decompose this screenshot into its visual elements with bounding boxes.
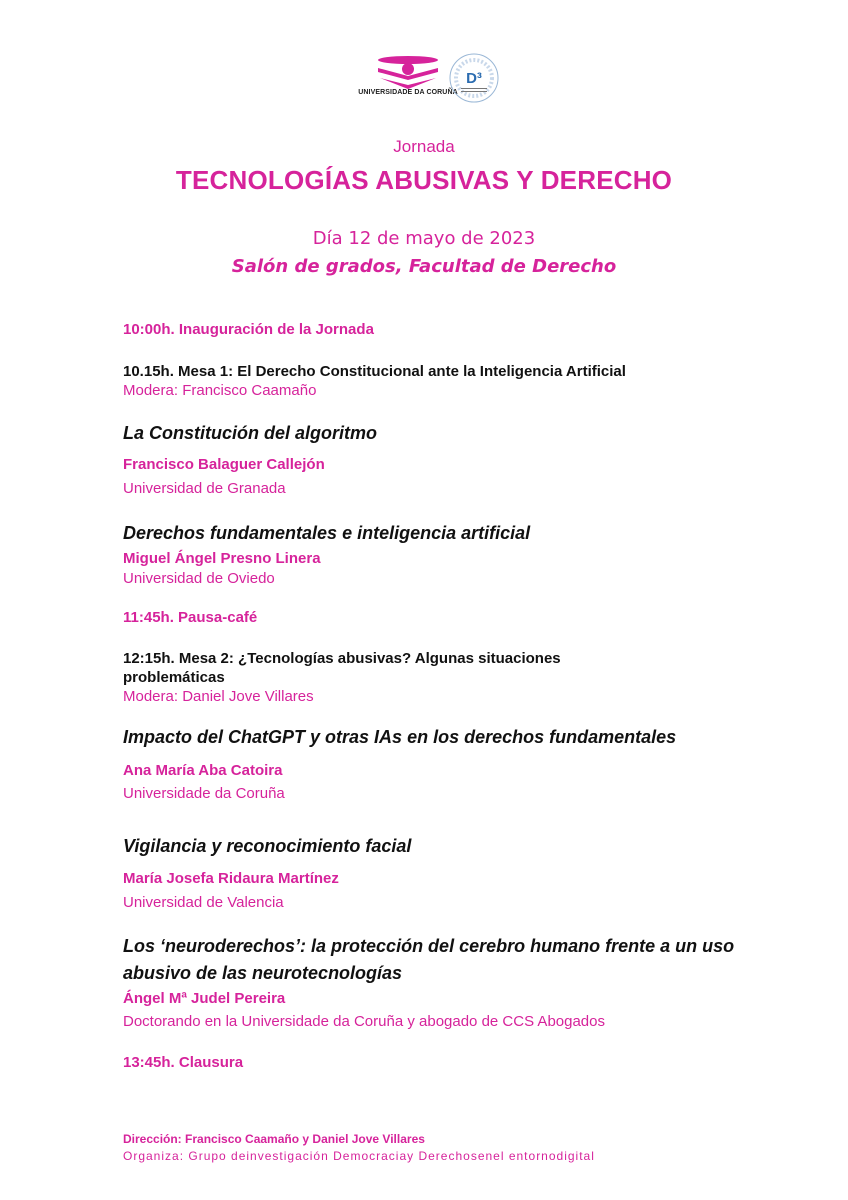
talk-title: Los ‘neuroderechos’: la protección del cerebro humano frente a un uso abusivo de las neurotecnologías [123, 936, 735, 983]
footer-organizer: Organiza: Grupo deinvestigación Democraciay Derechosenel entornodigital [123, 1149, 595, 1163]
talk-affiliation: Universidad de Oviedo [123, 570, 275, 587]
talk-affiliation: Doctorando en la Universidade da Coruña y abogado de CCS Abogados [123, 1013, 605, 1030]
footer-direction: Dirección: Francisco Caamaño y Daniel Jove Villares [123, 1132, 425, 1146]
opening-session: 10:00h. Inauguración de la Jornada [123, 321, 374, 338]
d3-mark: D³ [466, 70, 482, 87]
talk-title: La Constitución del algoritmo [123, 423, 378, 443]
panel-2-moderator: Modera: Daniel Jove Villares [123, 688, 314, 705]
d3-research-group-logo [448, 52, 500, 104]
talk-affiliation: Universidad de Granada [123, 480, 286, 497]
closing-session: 13:45h. Clausura [123, 1054, 244, 1071]
panel-1-moderator: Modera: Francisco Caamaño [123, 382, 317, 399]
event-kicker: Jornada [393, 137, 455, 156]
talk-speaker: María Josefa Ridaura Martínez [123, 870, 339, 887]
talk-speaker: Francisco Balaguer Callejón [123, 456, 325, 473]
talk-speaker: Ángel Mª Judel Pereira [123, 990, 286, 1007]
talk-title: Impacto del ChatGPT y otras IAs en los derechos fundamentales [123, 727, 677, 747]
event-venue: Salón de grados, Facultad de Derecho [231, 256, 617, 277]
talk-title: Vigilancia y reconocimiento facial [123, 836, 412, 856]
talk-speaker: Miguel Ángel Presno Linera [123, 550, 321, 567]
talk-speaker: Ana María Aba Catoira [123, 762, 283, 779]
event-date: Día 12 de mayo de 2023 [312, 228, 536, 249]
panel-1-title: 10.15h. Mesa 1: El Derecho Constitucional ante la Inteligencia Artificial [123, 363, 626, 380]
panel-2-title: 12:15h. Mesa 2: ¿Tecnologías abusivas? Algunas situaciones problemáticas [123, 650, 561, 686]
udc-logo [366, 52, 450, 104]
university-name: UNIVERSIDADE DA CORUÑA [358, 89, 458, 96]
talk-affiliation: Universidade da Coruña [123, 785, 285, 802]
coffee-break: 11:45h. Pausa-café [123, 609, 258, 626]
talk-affiliation: Universidad de Valencia [123, 894, 284, 911]
talk-title: Derechos fundamentales e inteligencia artificial [123, 523, 531, 543]
event-title: TECNOLOGÍAS ABUSIVAS Y DERECHO [175, 165, 673, 195]
